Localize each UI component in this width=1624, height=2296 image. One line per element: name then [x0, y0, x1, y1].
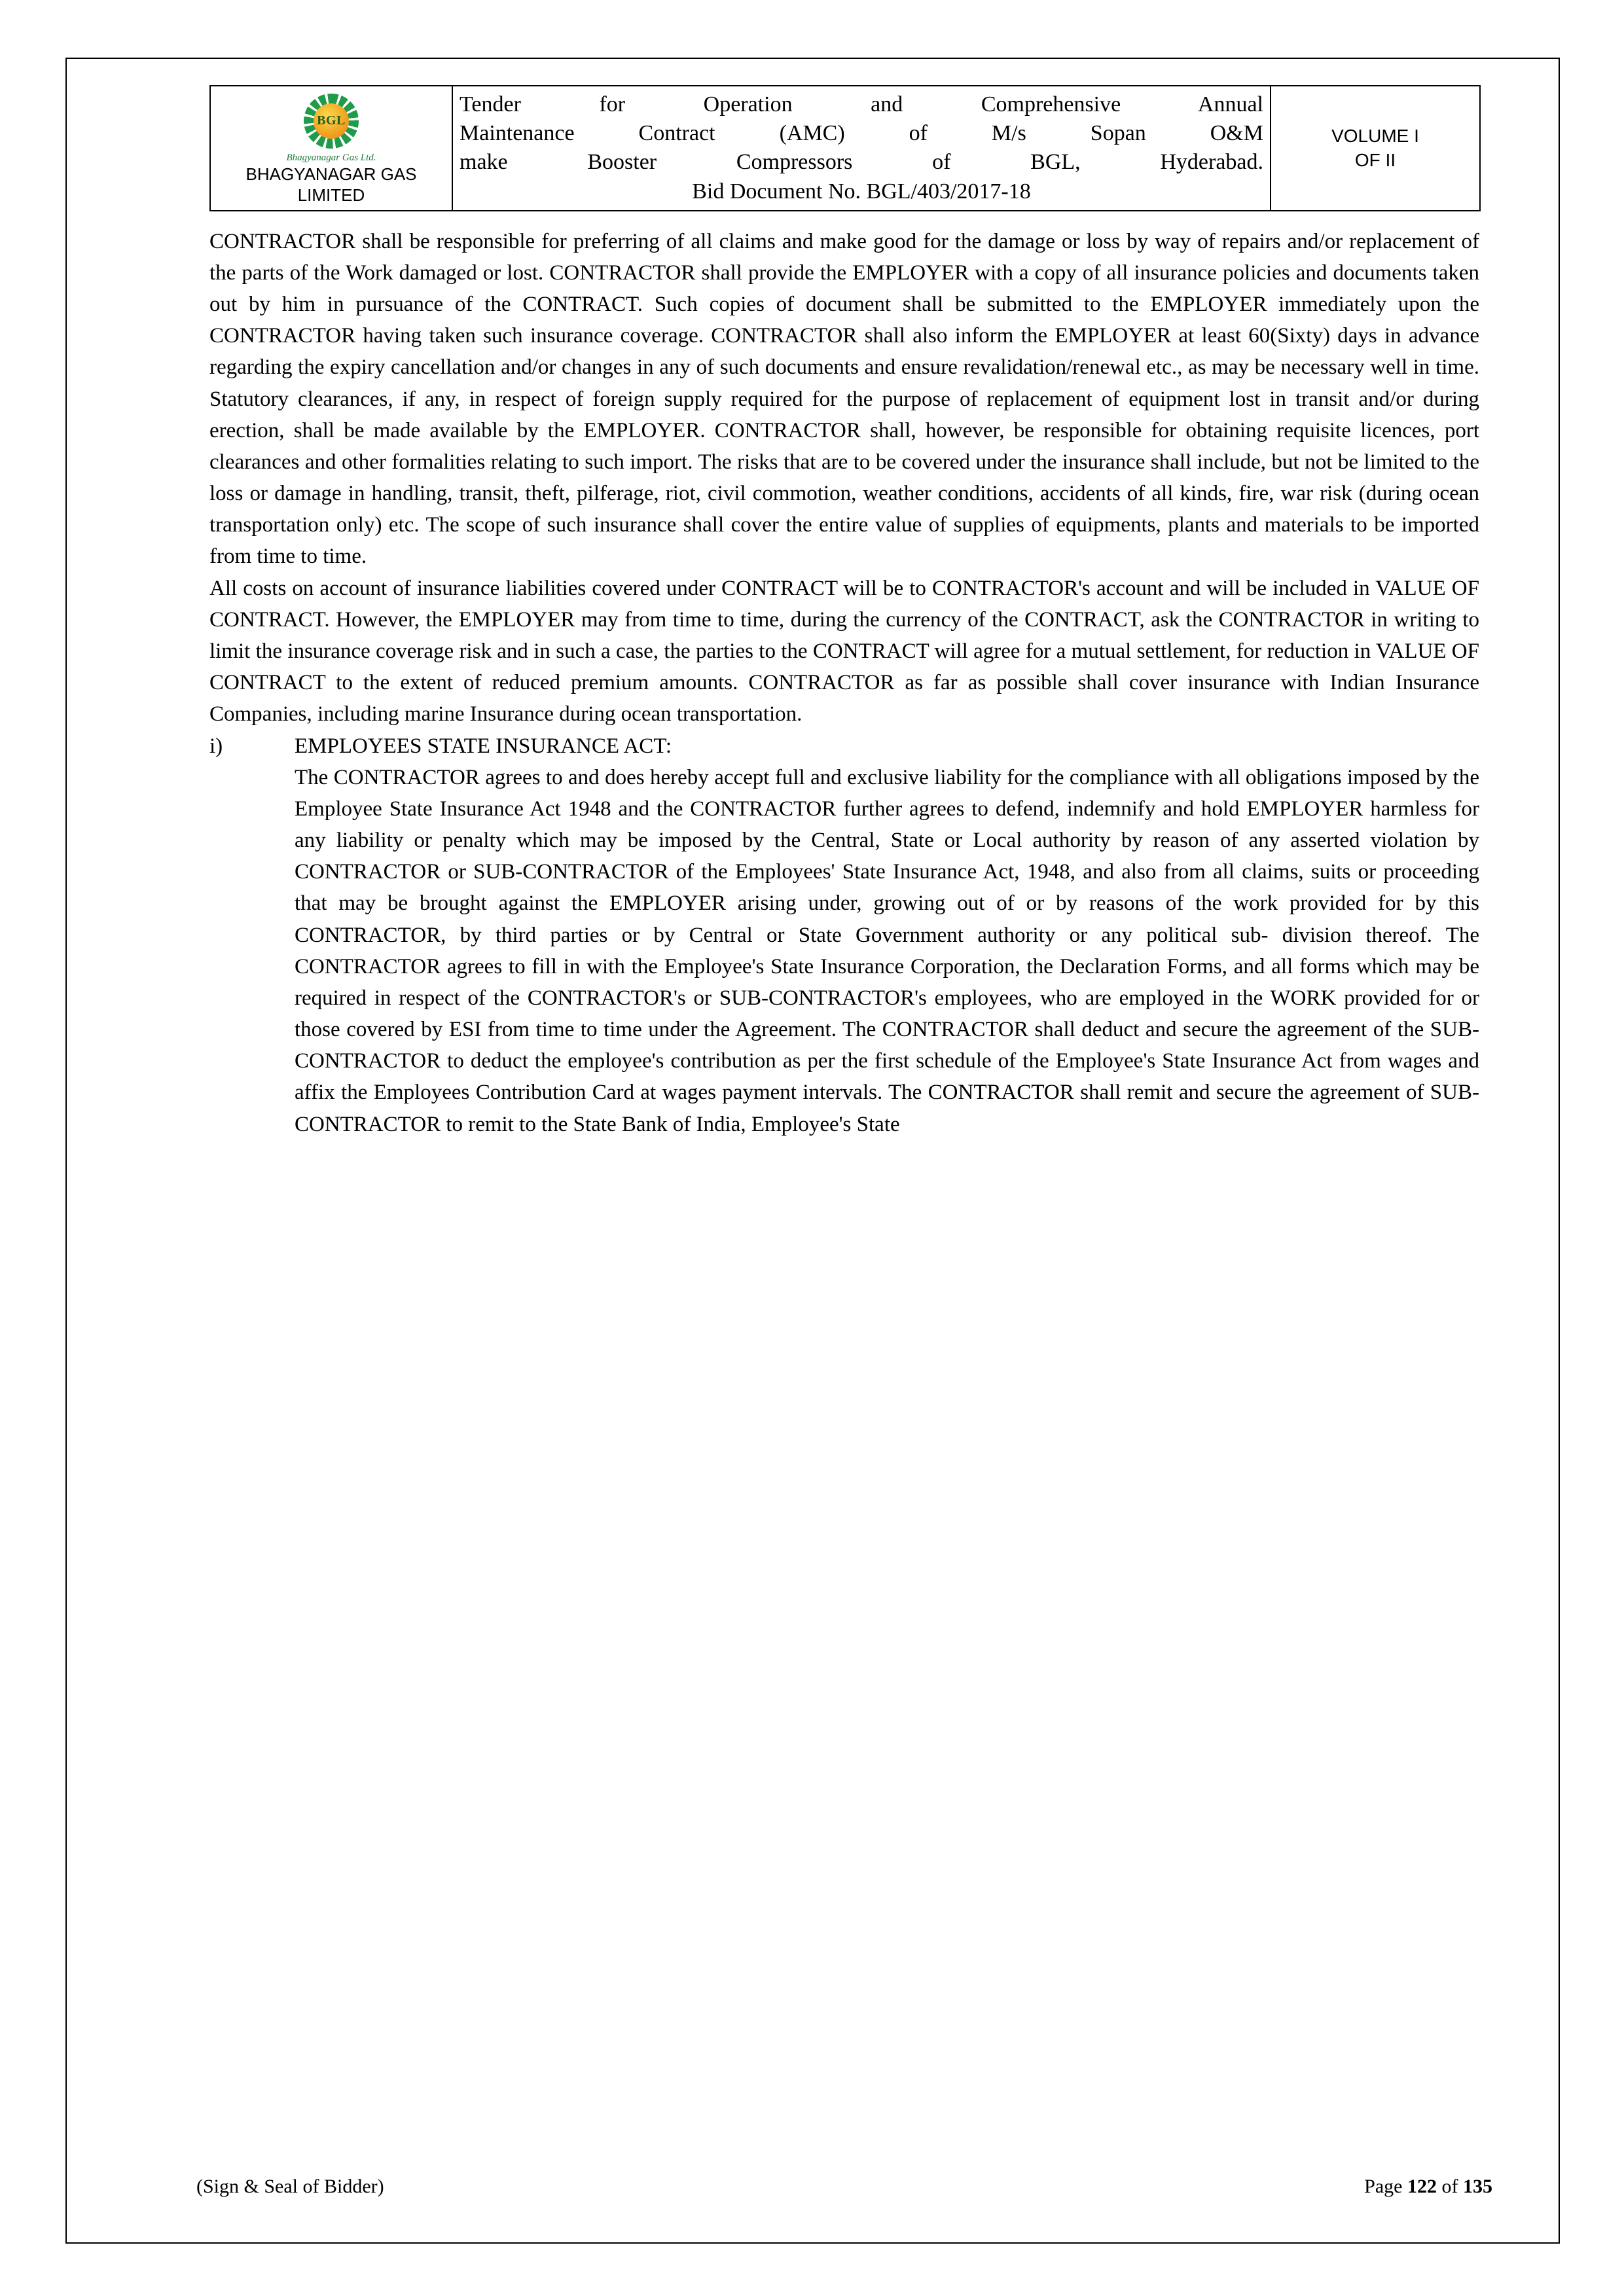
body-text — [209, 226, 1479, 1140]
paragraph-esi-act-body: The CONTRACTOR agrees to and does hereby accept full and exclusive liability for the compliance with all obligations imposed by the Employee State Insurance Act 1948 and the CONTRACTOR further agrees to defend, indemnify and hold EMPLOYER harmless for any liability or penalty which may be imposed by the Central, State or Local authority by reason of any asserted violation by CONTRACTOR or SUB-CONTRACTOR of the Employees' State Insurance Act, 1948, and also from all claims, suits or proceeding that may be brought against the EMPLOYER arising under, growing out of or by reasons of the work provided for by this CONTRACTOR, by third parties or by Central or State Government authority or any political sub- division thereof. The CONTRACTOR agrees to fill in with the Employee's State Insurance Corporation, the Declaration Forms, and all forms which may be required in respect of the CONTRACTOR's or SUB-CONTRACTOR's employees, who are employed in the WORK provided for or those covered by ESI from time to time under the Agreement. The CONTRACTOR shall deduct and secure the agreement of the SUB-CONTRACTOR to deduct the employee's contribution as per the first schedule of the Employee's State Insurance Act from wages and affix the Employees Contribution Card at wages payment intervals. The CONTRACTOR shall remit and secure the agreement of SUB-CONTRACTOR to remit to the State Bank of India, Employee's State — [295, 765, 1479, 1136]
page-footer — [196, 2176, 1492, 2198]
footer-page-current: 122 — [1407, 2176, 1437, 2197]
paragraph-insurance-claims: CONTRACTOR shall be responsible for preferring of all claims and make good for the damage or loss by way of repairs and/or replacement of the parts of the Work damaged or lost. CONTRACTOR shall provide the EMPLOYER with a copy of all insurance policies and documents taken out by him in pursuance of the CONTRACT. Such copies of document shall be submitted to the EMPLOYER immediately upon the CONTRACTOR having taken such insurance coverage. CONTRACTOR shall also inform the EMPLOYER at least 60(Sixty) days in advance regarding the expiry cancellation and/or changes in any of such documents and ensure revalidation/renewal etc., as may be necessary well in time. Statutory clearances, if any, in respect of foreign supply required for the purpose of replacement of equipment lost in transit and/or during erection, shall be made available by the EMPLOYER. CONTRACTOR shall, however, be responsible for obtaining requisite licences, port clearances and other formalities relating to such import. The risks that are to be covered under the insurance shall include, but not be limited to the loss or damage in handling, transit, theft, pilferage, riot, civil commotion, weather conditions, accidents of all kinds, fire, war risk (during ocean transportation only) etc. The scope of such insurance shall cover the entire value of supplies of equipments, plants and materials to be imported from time to time. — [209, 229, 1479, 569]
list-item-esi-act — [209, 730, 1479, 762]
logo-monogram-text: BGL — [317, 113, 346, 128]
footer-page-of: of — [1437, 2176, 1463, 2197]
footer-page-number — [1364, 2176, 1492, 2198]
bid-document-number: Bid Document No. BGL/403/2017-18 — [692, 179, 1031, 204]
document-header-table — [209, 85, 1481, 211]
company-name-line2: LIMITED — [297, 185, 365, 205]
footer-sign-seal: (Sign & Seal of Bidder) — [196, 2176, 384, 2197]
list-item-marker: i) — [209, 734, 223, 758]
tender-title-line3: make Booster Compressors of BGL, Hyderabad. — [460, 150, 1263, 175]
logo-cell — [210, 86, 452, 211]
logo-monogram — [314, 103, 349, 139]
footer-page-prefix: Page — [1364, 2176, 1407, 2197]
page-content — [209, 85, 1479, 1140]
tender-title-line2: Maintenance Contract (AMC) of M/s Sopan O&M — [460, 121, 1263, 146]
tender-title-cell — [452, 86, 1271, 211]
volume-cell — [1271, 86, 1480, 211]
tender-title-line1: Tender for Operation and Comprehensive Annual — [460, 92, 1263, 117]
bgl-gear-icon — [292, 91, 370, 151]
volume-line2: OF II — [1354, 150, 1396, 171]
logo-tagline: Bhagyanagar Gas Ltd. — [286, 152, 376, 163]
list-item-heading: EMPLOYEES STATE INSURANCE ACT: — [295, 734, 672, 758]
volume-line1: VOLUME I — [1331, 125, 1419, 146]
company-name-line1: BHAGYANAGAR GAS — [245, 164, 417, 184]
header-row — [210, 86, 1480, 211]
company-logo — [217, 91, 445, 206]
paragraph-insurance-costs: All costs on account of insurance liabilities covered under CONTRACT will be to CONTRACTOR's account and will be included in VALUE OF CONTRACT. However, the EMPLOYER may from time to time, during the currency of the CONTRACT, ask the CONTRACTOR in writing to limit the insurance coverage risk and in such a case, the parties to the CONTRACT will agree for a mutual settlement, for reduction in VALUE OF CONTRACT to the extent of reduced premium amounts. CONTRACTOR as far as possible shall cover insurance with Indian Insurance Companies, including marine Insurance during ocean transportation. — [209, 576, 1479, 726]
footer-page-total: 135 — [1463, 2176, 1492, 2197]
